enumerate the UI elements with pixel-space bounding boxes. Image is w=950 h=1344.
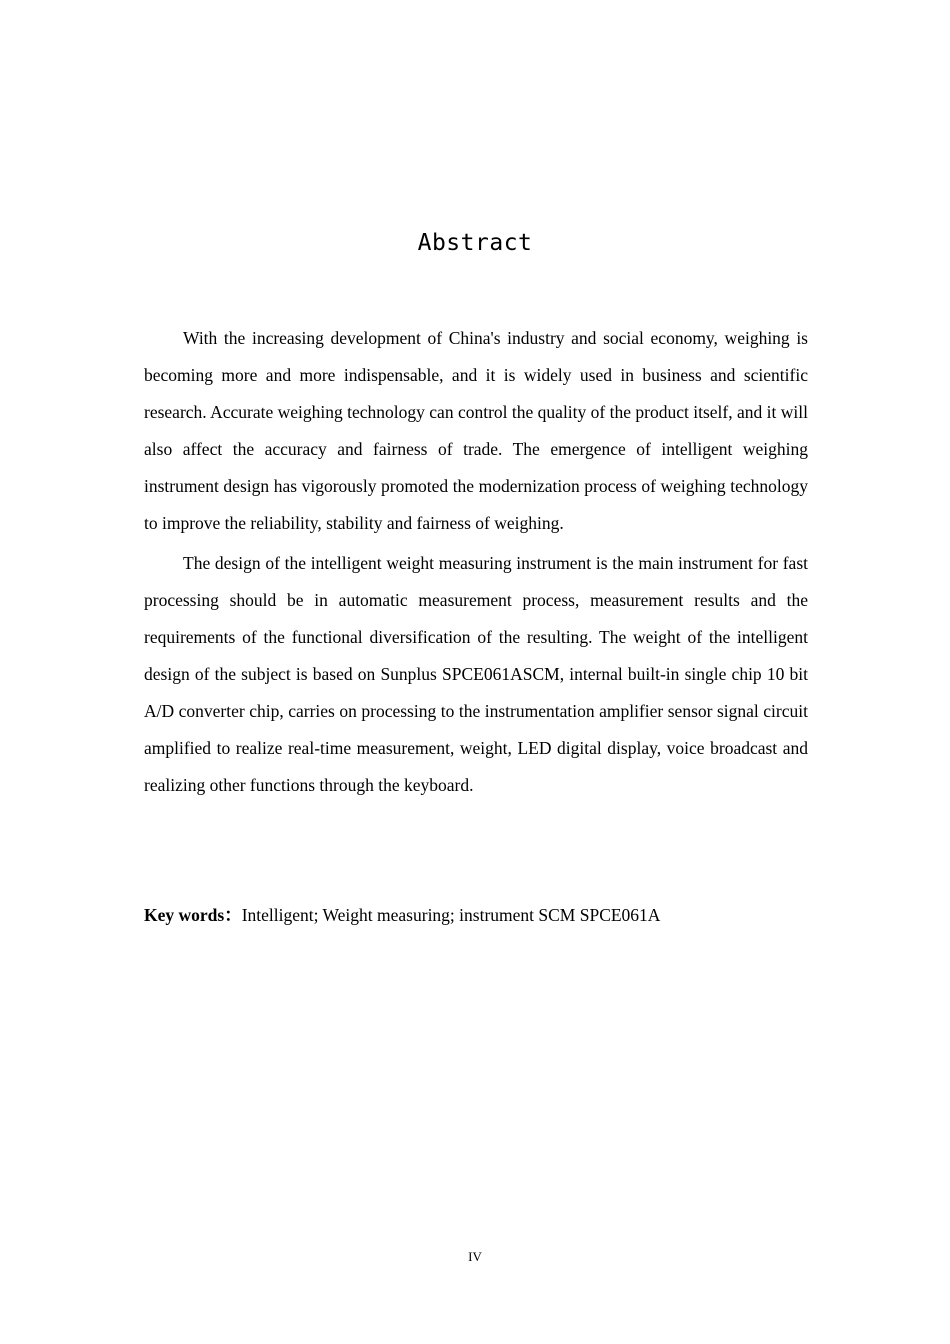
abstract-paragraph-1: With the increasing development of China's industry and social economy, weighing is becoming more and more indispensable, and it is widely used in business and scientific research. Accurate weighing technology can control the quality of the product itself, and it will also affect the accuracy and fairness of trade. The emergence of intelligent weighing instrument design has vigorously promoted the modernization process of weighing technology to improve the reliability, stability and fairness of weighing. xyxy=(144,328,808,533)
abstract-paragraph-2: The design of the intelligent weight measuring instrument is the main instrument for fast processing should be in automatic measurement process, measurement results and the requirements of the functional diversification of the resulting. The weight of the intelligent design of the subject is based on Sunplus SPCE061ASCM, internal built-in single chip 10 bit A/D converter chip, carries on processing to the instrumentation amplifier sensor signal circuit amplified to realize real-time measurement, weight, LED digital display, voice broadcast and realizing other functions through the keyboard. xyxy=(144,553,808,795)
abstract-body xyxy=(144,320,808,804)
keywords-label: Key words： xyxy=(144,905,242,925)
keywords-line xyxy=(144,898,808,932)
abstract-title: Abstract xyxy=(417,230,533,256)
page-number: IV xyxy=(468,1249,482,1264)
keywords-text: Intelligent; Weight measuring; instrument SCM SPCE061A xyxy=(241,905,661,925)
